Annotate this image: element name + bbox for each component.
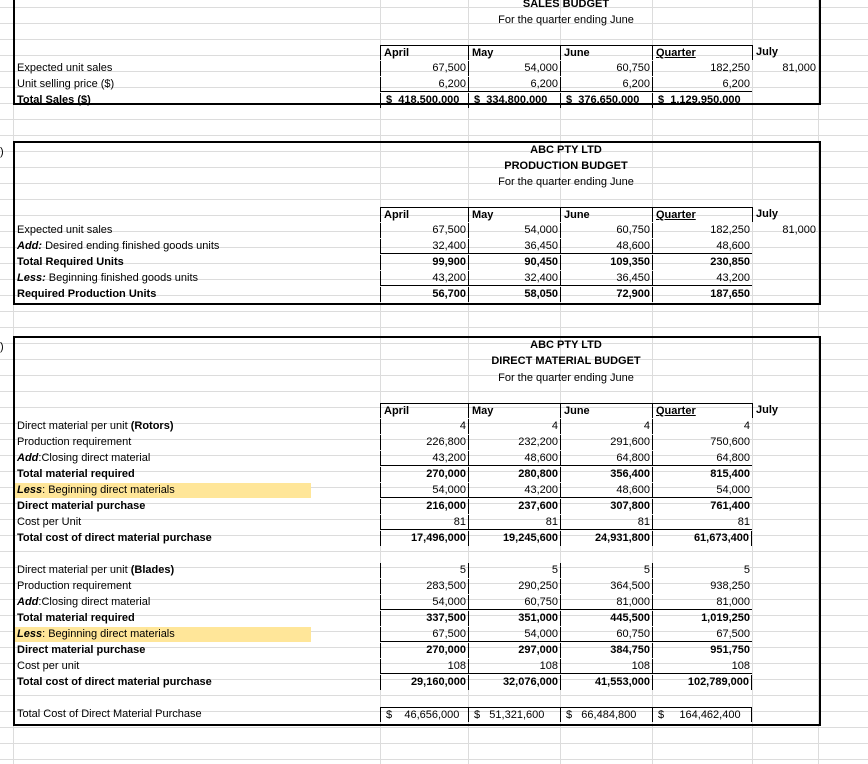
material-rotors-row-label[interactable] <box>15 515 311 530</box>
production-row-cell[interactable]: 48,600 <box>560 239 652 254</box>
row-text: : Beginning direct materials <box>42 484 175 496</box>
material-rotors-row-label[interactable] <box>15 531 311 546</box>
currency-sign: $ <box>658 709 665 721</box>
col-header-quarter[interactable]: Quarter <box>652 45 752 60</box>
material-rotors-row-cell[interactable]: 226,800 <box>380 435 468 450</box>
sales-row-label[interactable]: Unit selling price ($) <box>17 78 115 90</box>
material-blades-heading-cell[interactable]: 5 <box>652 563 752 578</box>
sales-cell[interactable]: 60,750 <box>560 61 652 76</box>
material-total-label[interactable]: Total Cost of Direct Material Purchase <box>17 708 202 720</box>
material-rotors-row-cell[interactable]: 356,400 <box>560 467 652 482</box>
material-blades-row-label[interactable] <box>15 659 311 674</box>
row-prefix: Less <box>17 628 43 640</box>
material-blades-row-cell[interactable]: 108 <box>380 659 468 674</box>
sales-budget-subtitle: For the quarter ending June <box>498 14 634 26</box>
col-header-july[interactable]: July <box>752 403 818 418</box>
row-text: Required Production Units <box>17 288 157 300</box>
material-blades-row-cell[interactable]: 41,553,000 <box>560 675 652 690</box>
material-blades-row-cell[interactable]: 297,000 <box>468 643 560 658</box>
row-text: Total cost of direct material purchase <box>17 676 212 688</box>
material-rotors-row-cell[interactable]: 81 <box>468 515 560 530</box>
currency-sign: $ <box>474 709 481 721</box>
sales-cell[interactable]: 6,200 <box>652 77 752 92</box>
row-text: Total material required <box>17 612 135 624</box>
material-blades-row-cell[interactable]: 384,750 <box>560 643 652 658</box>
sales-cell[interactable]: 81,000 <box>782 62 816 74</box>
currency-sign: $ <box>386 709 393 721</box>
material-rotors-heading-cell[interactable]: 4 <box>380 419 468 434</box>
production-row-cell[interactable]: 230,850 <box>652 255 752 270</box>
material-total-value: 51,321,600 <box>489 709 545 721</box>
sales-cell[interactable]: 54,000 <box>468 61 560 76</box>
material-blades-row-cell[interactable]: 54,000 <box>380 595 468 610</box>
material-rotors-row-cell[interactable]: 232,200 <box>468 435 560 450</box>
material-blades-row-cell[interactable]: 108 <box>652 659 752 674</box>
row-text: Direct material purchase <box>17 644 146 656</box>
production-company: ABC PTY LTD <box>530 144 602 156</box>
material-total-value: 164,462,400 <box>679 709 741 721</box>
currency-sign: $ <box>386 94 393 106</box>
row-text-bold: (Rotors) <box>130 420 174 432</box>
sales-cell[interactable]: 67,500 <box>380 61 468 76</box>
material-rotors-row-label[interactable] <box>15 467 311 482</box>
row-text: : Beginning direct materials <box>42 628 175 640</box>
material-company: ABC PTY LTD <box>530 339 602 351</box>
sales-budget-title: SALES BUDGET <box>522 0 610 10</box>
material-rotors-row-cell[interactable]: 291,600 <box>560 435 652 450</box>
material-total-cell[interactable] <box>652 707 752 722</box>
material-blades-row-cell[interactable]: 67,500 <box>380 627 468 642</box>
material-rotors-row-cell[interactable]: 216,000 <box>380 499 468 514</box>
production-row-cell[interactable]: 109,350 <box>560 255 652 270</box>
material-blades-row-cell[interactable]: 81,000 <box>560 595 652 610</box>
material-rotors-row-cell[interactable]: 19,245,600 <box>468 531 560 546</box>
material-rotors-row-cell[interactable]: 81 <box>652 515 752 530</box>
production-row-cell[interactable]: 81,000 <box>782 224 816 236</box>
material-blades-row-cell[interactable]: 60,750 <box>560 627 652 642</box>
material-rotors-heading-cell[interactable]: 4 <box>652 419 752 434</box>
row-text: Direct material per unit <box>17 564 131 576</box>
sales-cell[interactable]: 6,200 <box>560 77 652 92</box>
col-header-july[interactable]: July <box>752 207 818 222</box>
row-text: Total Required Units <box>17 256 124 268</box>
sales-row-label[interactable]: Expected unit sales <box>17 62 113 74</box>
material-blades-row-label[interactable] <box>15 627 311 642</box>
currency-sign: $ <box>474 94 481 106</box>
material-blades-row-label[interactable] <box>15 611 311 626</box>
material-blades-row-cell[interactable]: 1,019,250 <box>652 611 752 626</box>
material-blades-row-cell[interactable]: 108 <box>560 659 652 674</box>
row-prefix: Add: <box>17 240 43 252</box>
material-blades-row-cell[interactable]: 283,500 <box>380 579 468 594</box>
material-rotors-row-cell[interactable]: 48,600 <box>560 483 652 498</box>
col-header-april[interactable]: April <box>380 403 468 418</box>
material-rotors-heading-cell[interactable]: 4 <box>560 419 652 434</box>
production-row-cell[interactable]: 56,700 <box>380 287 468 302</box>
production-row-cell[interactable]: 90,450 <box>468 255 560 270</box>
row-marker: ) <box>0 341 4 353</box>
sales-total-value: 376,650,000 <box>578 94 640 106</box>
row-text: Total cost of direct material purchase <box>17 532 212 544</box>
row-prefix: Add <box>17 452 39 464</box>
material-blades-row-cell[interactable]: 445,500 <box>560 611 652 626</box>
grid-row-line <box>0 727 868 728</box>
col-header-quarter[interactable]: Quarter <box>652 403 752 418</box>
col-header-april[interactable]: April <box>380 45 468 60</box>
material-blades-row-cell[interactable]: 54,000 <box>468 627 560 642</box>
material-rotors-row-cell[interactable]: 81 <box>560 515 652 530</box>
col-header-april[interactable]: April <box>380 207 468 222</box>
grid-row-line <box>0 119 868 120</box>
material-rotors-row-cell[interactable]: 815,400 <box>652 467 752 482</box>
material-rotors-row-cell[interactable]: 64,800 <box>560 451 652 466</box>
row-text: Production requirement <box>17 436 132 448</box>
currency-sign: $ <box>566 709 573 721</box>
sales-total-cell[interactable] <box>560 93 652 108</box>
col-header-july[interactable]: July <box>752 45 818 60</box>
production-budget-subtitle: For the quarter ending June <box>498 176 634 188</box>
production-row-cell[interactable]: 48,600 <box>652 239 752 254</box>
material-blades-row-cell[interactable]: 60,750 <box>468 595 560 610</box>
row-text: Production requirement <box>17 580 132 592</box>
col-header-may[interactable]: May <box>468 45 560 60</box>
material-blades-row-cell[interactable]: 67,500 <box>652 627 752 642</box>
currency-sign: $ <box>658 94 665 106</box>
grid-row-line <box>0 759 868 760</box>
material-total-value: 46,656,000 <box>404 709 460 721</box>
row-marker: ) <box>0 146 4 158</box>
material-rotors-row-cell[interactable]: 750,600 <box>652 435 752 450</box>
material-blades-row-cell[interactable]: 351,000 <box>468 611 560 626</box>
material-rotors-row-label[interactable] <box>15 483 311 498</box>
material-rotors-row-cell[interactable]: 237,600 <box>468 499 560 514</box>
material-total-cell[interactable] <box>468 707 560 722</box>
production-row-cell[interactable]: 32,400 <box>380 239 468 254</box>
material-rotors-row-cell[interactable]: 24,931,800 <box>560 531 652 546</box>
production-row-cell[interactable]: 36,450 <box>468 239 560 254</box>
sales-total-value: 334,800,000 <box>486 94 548 106</box>
production-row-label[interactable] <box>15 239 311 254</box>
material-blades-heading-label[interactable] <box>15 563 311 578</box>
material-total-cell[interactable] <box>560 707 652 722</box>
material-blades-row-cell[interactable]: 938,250 <box>652 579 752 594</box>
material-blades-row-cell[interactable]: 102,789,000 <box>652 675 752 690</box>
material-total-cell[interactable] <box>380 707 468 722</box>
production-row-label[interactable] <box>15 287 311 302</box>
production-row-cell[interactable]: 43,200 <box>380 271 468 286</box>
material-rotors-row-cell[interactable]: 64,800 <box>652 451 752 466</box>
row-prefix: Add <box>17 596 39 608</box>
production-row-label[interactable] <box>15 255 311 270</box>
material-blades-heading-cell[interactable]: 5 <box>380 563 468 578</box>
production-row-cell[interactable]: 32,400 <box>468 271 560 286</box>
production-row-label[interactable] <box>15 223 311 238</box>
row-text: Total material required <box>17 468 135 480</box>
production-row-cell[interactable]: 60,750 <box>560 223 652 238</box>
row-text-bold: (Blades) <box>130 564 175 576</box>
material-budget-title: DIRECT MATERIAL BUDGET <box>491 355 641 367</box>
material-budget-subtitle: For the quarter ending June <box>498 372 634 384</box>
material-rotors-row-label[interactable] <box>15 499 311 514</box>
col-header-may[interactable]: May <box>468 403 560 418</box>
material-rotors-row-cell[interactable]: 48,600 <box>468 451 560 466</box>
sales-cell[interactable]: 6,200 <box>468 77 560 92</box>
production-row-cell[interactable]: 43,200 <box>652 271 752 286</box>
row-text: :Closing direct material <box>38 452 151 464</box>
material-blades-row-cell[interactable]: 290,250 <box>468 579 560 594</box>
material-rotors-row-label[interactable] <box>15 451 311 466</box>
grid-row-line <box>0 311 868 312</box>
material-rotors-row-cell[interactable]: 761,400 <box>652 499 752 514</box>
col-header-june[interactable]: June <box>560 403 652 418</box>
material-rotors-row-cell[interactable]: 307,800 <box>560 499 652 514</box>
sales-total-value: 418,500,000 <box>398 94 460 106</box>
col-header-june[interactable]: June <box>560 207 652 222</box>
material-blades-row-label[interactable] <box>15 595 311 610</box>
production-row-cell[interactable]: 187,650 <box>652 287 752 302</box>
material-blades-heading-cell[interactable]: 5 <box>468 563 560 578</box>
grid-row-line <box>0 743 868 744</box>
material-total-value: 66,484,800 <box>581 709 637 721</box>
material-blades-heading-cell[interactable]: 5 <box>560 563 652 578</box>
production-row-cell[interactable]: 58,050 <box>468 287 560 302</box>
production-row-cell[interactable]: 182,250 <box>652 223 752 238</box>
sales-cell[interactable]: 6,200 <box>380 77 468 92</box>
material-blades-row-cell[interactable]: 29,160,000 <box>380 675 468 690</box>
production-row-cell[interactable]: 72,900 <box>560 287 652 302</box>
material-rotors-heading-cell[interactable]: 4 <box>468 419 560 434</box>
material-rotors-row-cell[interactable]: 280,800 <box>468 467 560 482</box>
col-header-quarter[interactable]: Quarter <box>652 207 752 222</box>
material-blades-row-label[interactable] <box>15 675 311 690</box>
material-blades-row-cell[interactable]: 32,076,000 <box>468 675 560 690</box>
material-rotors-row-cell[interactable]: 43,200 <box>468 483 560 498</box>
material-rotors-row-cell[interactable]: 61,673,400 <box>652 531 752 546</box>
grid-row-line <box>0 327 868 328</box>
material-blades-row-cell[interactable]: 270,000 <box>380 643 468 658</box>
material-blades-row-cell[interactable]: 108 <box>468 659 560 674</box>
material-rotors-row-cell[interactable]: 17,496,000 <box>380 531 468 546</box>
production-row-label[interactable] <box>15 271 311 286</box>
material-rotors-row-label[interactable] <box>15 435 311 450</box>
production-row-cell[interactable]: 67,500 <box>380 223 468 238</box>
material-rotors-row-cell[interactable]: 54,000 <box>652 483 752 498</box>
material-blades-row-cell[interactable]: 337,500 <box>380 611 468 626</box>
material-blades-row-label[interactable] <box>15 579 311 594</box>
row-text: :Closing direct material <box>38 596 151 608</box>
sales-total-cell[interactable] <box>380 93 468 108</box>
material-rotors-row-cell[interactable]: 270,000 <box>380 467 468 482</box>
sales-total-value: 1,129,950,000 <box>670 94 741 106</box>
production-row-cell[interactable]: 36,450 <box>560 271 652 286</box>
currency-sign: $ <box>566 94 573 106</box>
sales-total-cell[interactable] <box>652 93 752 108</box>
row-text: Cost per Unit <box>17 516 82 528</box>
material-blades-row-label[interactable] <box>15 643 311 658</box>
row-text: Expected unit sales <box>17 224 113 236</box>
row-prefix: Less <box>17 484 43 496</box>
material-rotors-heading-label[interactable] <box>15 419 311 434</box>
col-header-may[interactable]: May <box>468 207 560 222</box>
production-row-cell[interactable]: 54,000 <box>468 223 560 238</box>
sales-total-cell[interactable] <box>468 93 560 108</box>
sales-cell[interactable]: 182,250 <box>652 61 752 76</box>
material-rotors-row-cell[interactable]: 54,000 <box>380 483 468 498</box>
material-rotors-row-cell[interactable]: 81 <box>380 515 468 530</box>
row-text: Direct material per unit <box>17 420 131 432</box>
row-text: Beginning finished goods units <box>45 272 199 284</box>
material-blades-row-cell[interactable]: 364,500 <box>560 579 652 594</box>
material-blades-row-cell[interactable]: 81,000 <box>652 595 752 610</box>
sales-row-label[interactable]: Total Sales ($) <box>17 94 91 106</box>
grid-row-line <box>0 135 868 136</box>
row-prefix: Less: <box>17 272 46 284</box>
production-budget-title: PRODUCTION BUDGET <box>504 160 628 172</box>
material-rotors-row-cell[interactable]: 43,200 <box>380 451 468 466</box>
production-row-cell[interactable]: 99,900 <box>380 255 468 270</box>
material-blades-row-cell[interactable]: 951,750 <box>652 643 752 658</box>
row-text: Direct material purchase <box>17 500 146 512</box>
row-text: Desired ending finished goods units <box>42 240 220 252</box>
col-header-june[interactable]: June <box>560 45 652 60</box>
row-text: Cost per unit <box>17 660 80 672</box>
